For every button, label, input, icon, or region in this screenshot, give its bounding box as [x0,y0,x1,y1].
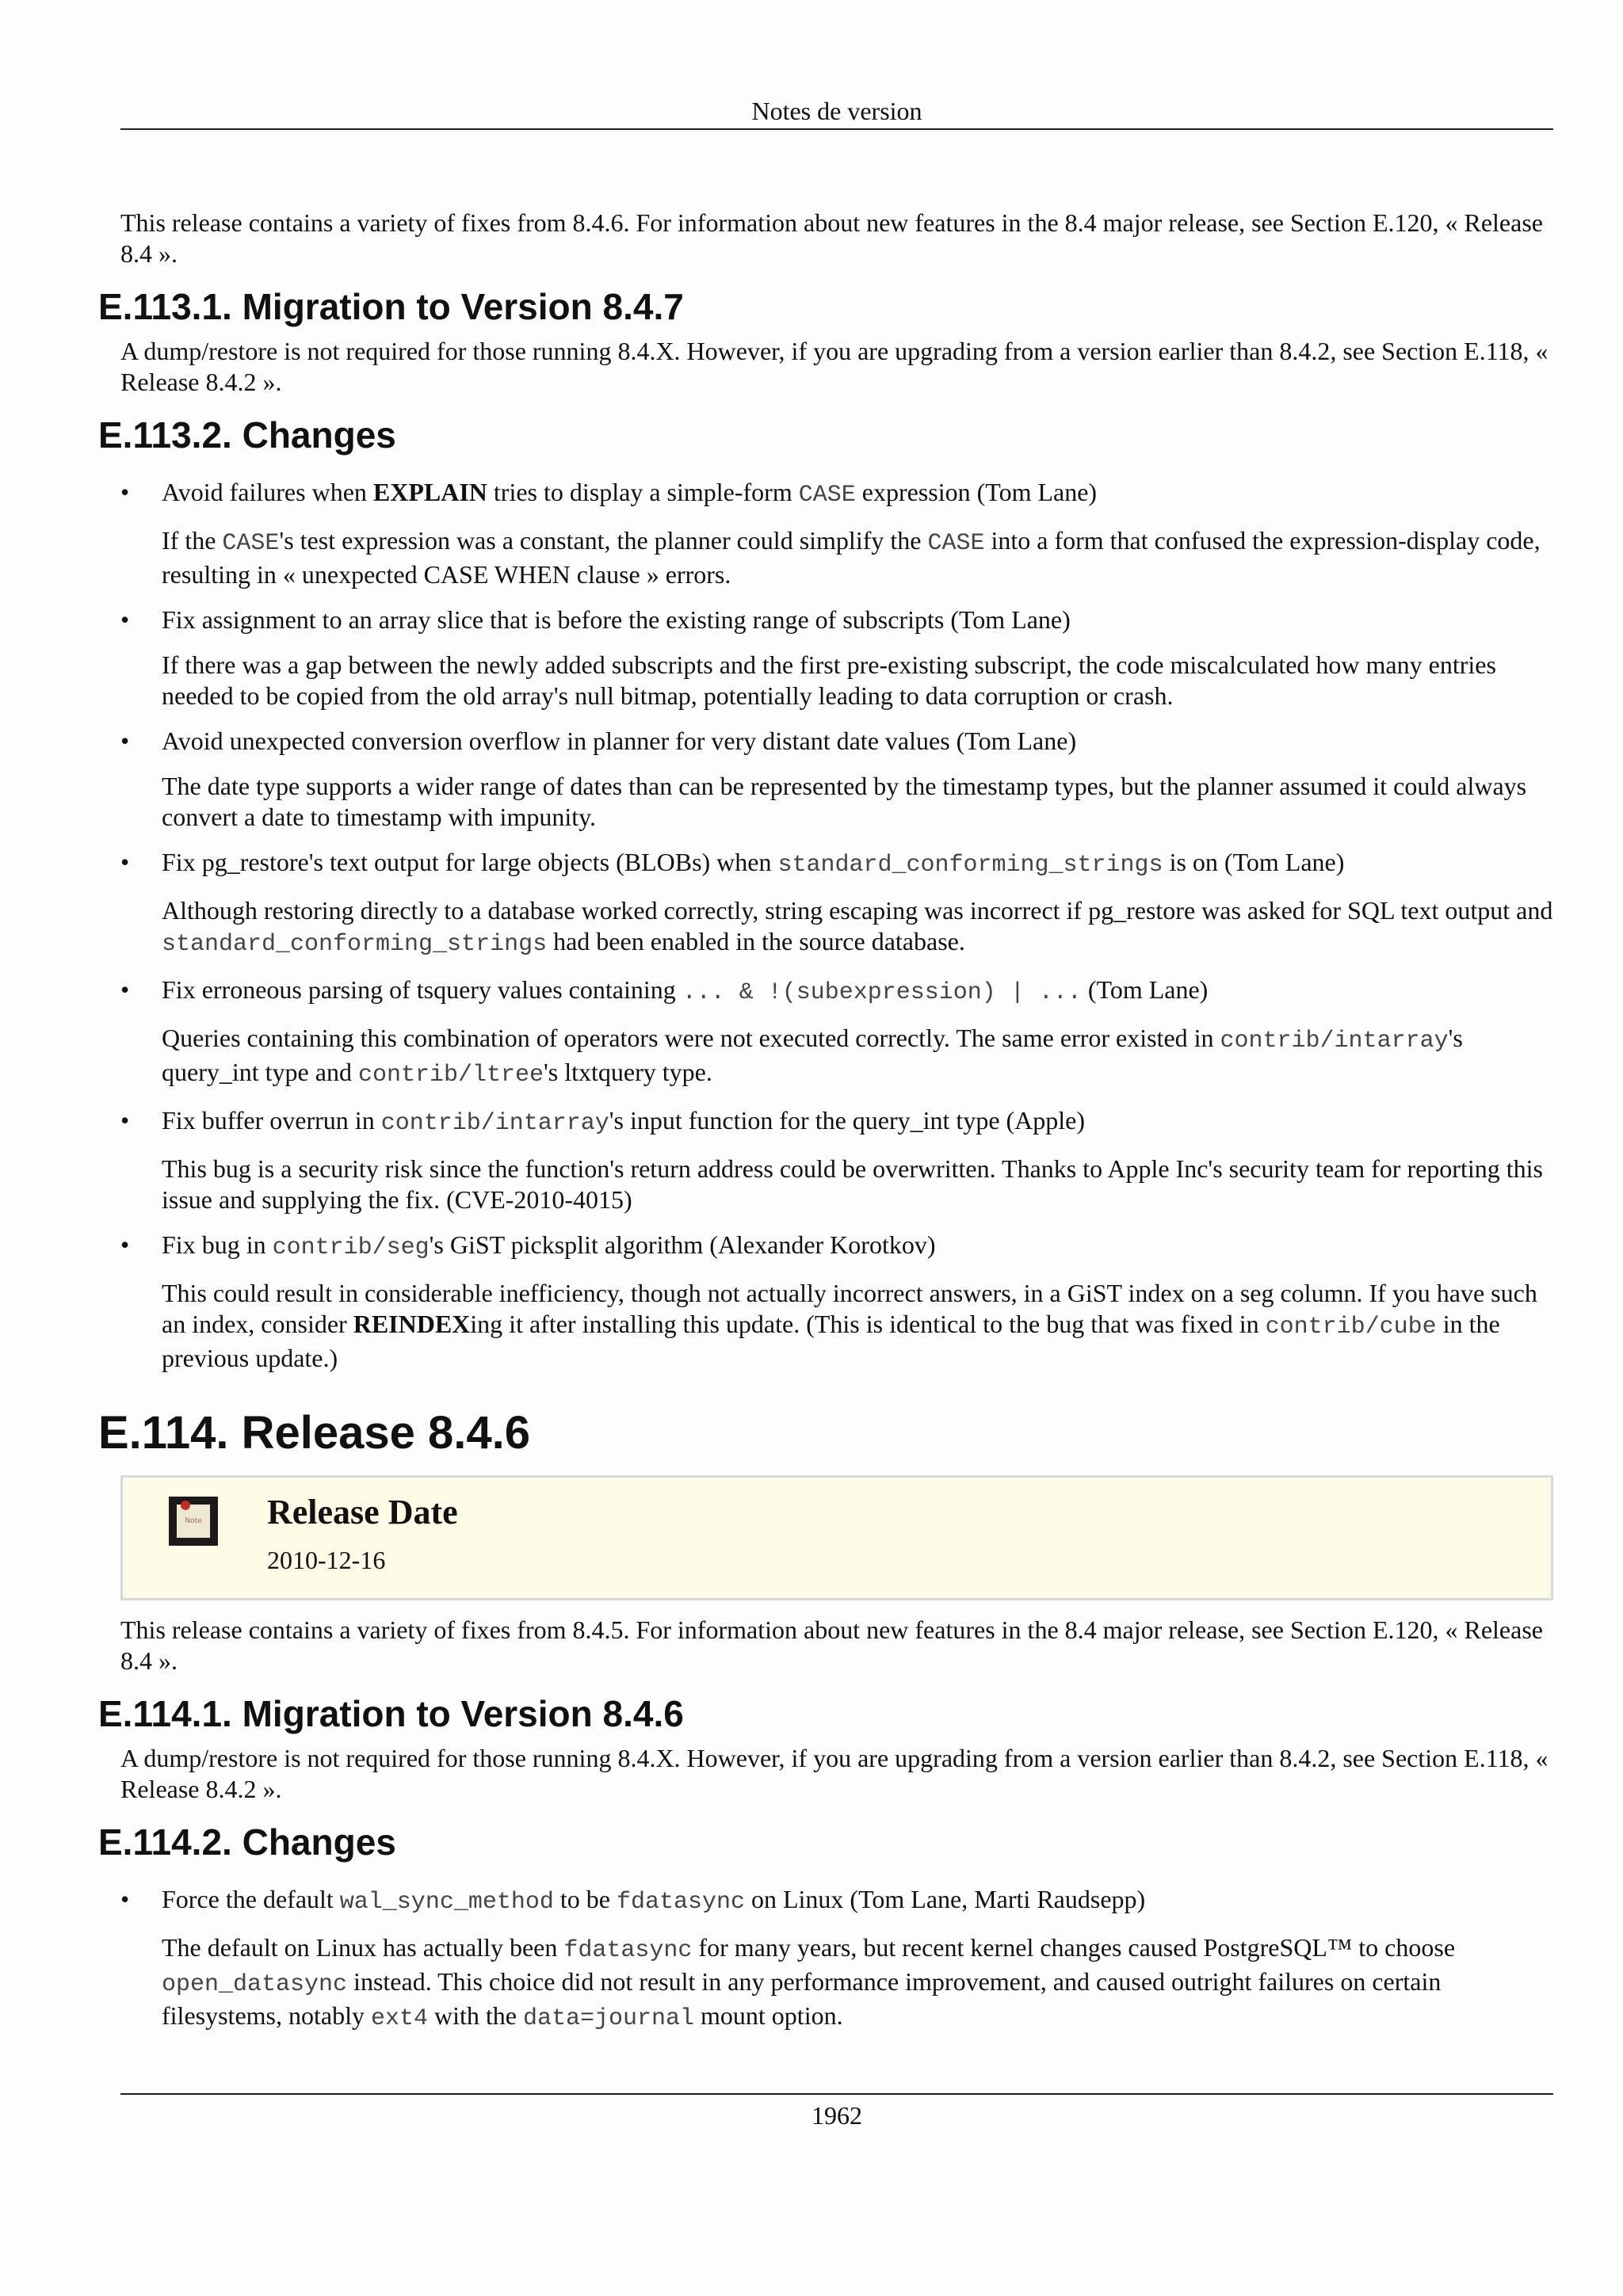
changes-846-heading: E.114.2. Changes [98,1821,396,1863]
page-content [98,208,1553,2049]
release-847-intro: This release contains a variety of fixes from 8.4.6. For information about new features in the 8.4 major release, see Section E.120, « Release 8.4 ». [120,208,1543,268]
changes-847-heading: E.113.2. Changes [98,414,396,456]
running-header: Notes de version [120,93,1553,130]
change-title: Fix erroneous parsing of tsquery values containing ... & !(subexpression) | ... (Tom Lane) [162,975,1209,1006]
page-number: 1962 [120,2093,1553,2133]
change-description: Although restoring directly to a database worked correctly, string escaping was incorrect if pg_restore was asked for SQL text output and standard_conforming_strings had been enabled in the source database. [162,896,1553,958]
bullet-icon: • [120,727,130,755]
change-description: The date type supports a wider range of dates than can be represented by the timestamp types, but the planner assumed it could always convert a date to timestamp with impunity. [162,772,1527,831]
list-item [120,1105,1553,1215]
list-item [120,974,1553,1091]
changes-846-list [120,1884,1553,2035]
note-icon-label: Note [177,1505,210,1538]
migration-847-text: A dump/restore is not required for those running 8.4.X. However, if you are upgrading from a version earlier than 8.4.2, see Section E.118, « Release 8.4.2 ». [120,337,1549,396]
list-item [120,847,1553,960]
bullet-icon: • [120,848,130,876]
migration-846-text: A dump/restore is not required for those running 8.4.X. However, if you are upgrading from a version earlier than 8.4.2, see Section E.118, « Release 8.4.2 ». [120,1744,1549,1803]
list-item [120,477,1553,590]
bullet-icon: • [120,478,130,506]
change-title: Avoid unexpected conversion overflow in planner for very distant date values (Tom Lane) [162,727,1077,755]
change-title: Fix buffer overrun in contrib/intarray's input function for the query_int type (Apple) [162,1106,1086,1137]
change-description: Queries containing this combination of operators were not executed correctly. The same error existed in contrib/intarray's query_int type and contrib/ltree's ltxtquery type. [162,1024,1463,1089]
change-title: Fix assignment to an array slice that is before the existing range of subscripts (Tom Lane) [162,605,1071,634]
bullet-icon: • [120,605,130,634]
bullet-icon: • [120,975,130,1004]
pin-icon [181,1501,190,1510]
change-description: If the CASE's test expression was a constant, the planner could simplify the CASE into a form that confused the expression-display code, resulting in « unexpected CASE WHEN clause » errors. [162,526,1541,589]
bullet-icon: • [120,1106,130,1135]
change-title: Fix pg_restore's text output for large objects (BLOBs) when standard_conforming_strings is on (Tom Lane) [162,848,1345,879]
note-title: Release Date [267,1493,458,1531]
change-description: The default on Linux has actually been fdatasync for many years, but recent kernel changes caused PostgreSQL™ to choose open_datasync instead. This choice did not result in any performance improvement, and caused outright failures on certain filesystems, notably ext4 with the data=journal mount option. [162,1933,1456,2032]
list-item [120,1230,1553,1374]
bullet-icon: • [120,1230,130,1259]
change-title: Avoid failures when EXPLAIN tries to display a simple-form CASE expression (Tom Lane) [162,478,1098,509]
change-description: This bug is a security risk since the function's return address could be overwritten. Thanks to Apple Inc's security team for reporting this issue and supplying the fix. (CVE-2010-4015) [162,1154,1543,1214]
note-icon [169,1497,218,1546]
change-description: This could result in considerable inefficiency, though not actually incorrect answers, in a GiST index on a seg column. If you have such an index, consider REINDEXing it after installing this update. (This is identical to the bug that was fixed in contrib/cube in the previous update.) [162,1279,1537,1372]
change-description: If there was a gap between the newly added subscripts and the first pre-existing subscript, the code miscalculated how many entries needed to be copied from the old array's null bitmap, potentially leading to data corruption or crash. [162,650,1496,710]
release-846-heading: E.114. Release 8.4.6 [98,1407,530,1459]
change-title: Force the default wal_sync_method to be fdatasync on Linux (Tom Lane, Marti Raudsepp) [162,1885,1146,1916]
list-item [120,1884,1553,2035]
release-846-intro: This release contains a variety of fixes from 8.4.5. For information about new features in the 8.4 major release, see Section E.120, « Release 8.4 ». [120,1615,1543,1675]
release-date-note [120,1475,1553,1600]
migration-847-heading: E.113.1. Migration to Version 8.4.7 [98,286,684,327]
change-title: Fix bug in contrib/seg's GiST picksplit algorithm (Alexander Korotkov) [162,1230,936,1261]
changes-847-list [120,477,1553,1374]
migration-846-heading: E.114.1. Migration to Version 8.4.6 [98,1693,684,1734]
bullet-icon: • [120,1885,130,1913]
list-item [120,726,1553,833]
release-date: 2010-12-16 [267,1546,386,1574]
list-item [120,605,1553,711]
